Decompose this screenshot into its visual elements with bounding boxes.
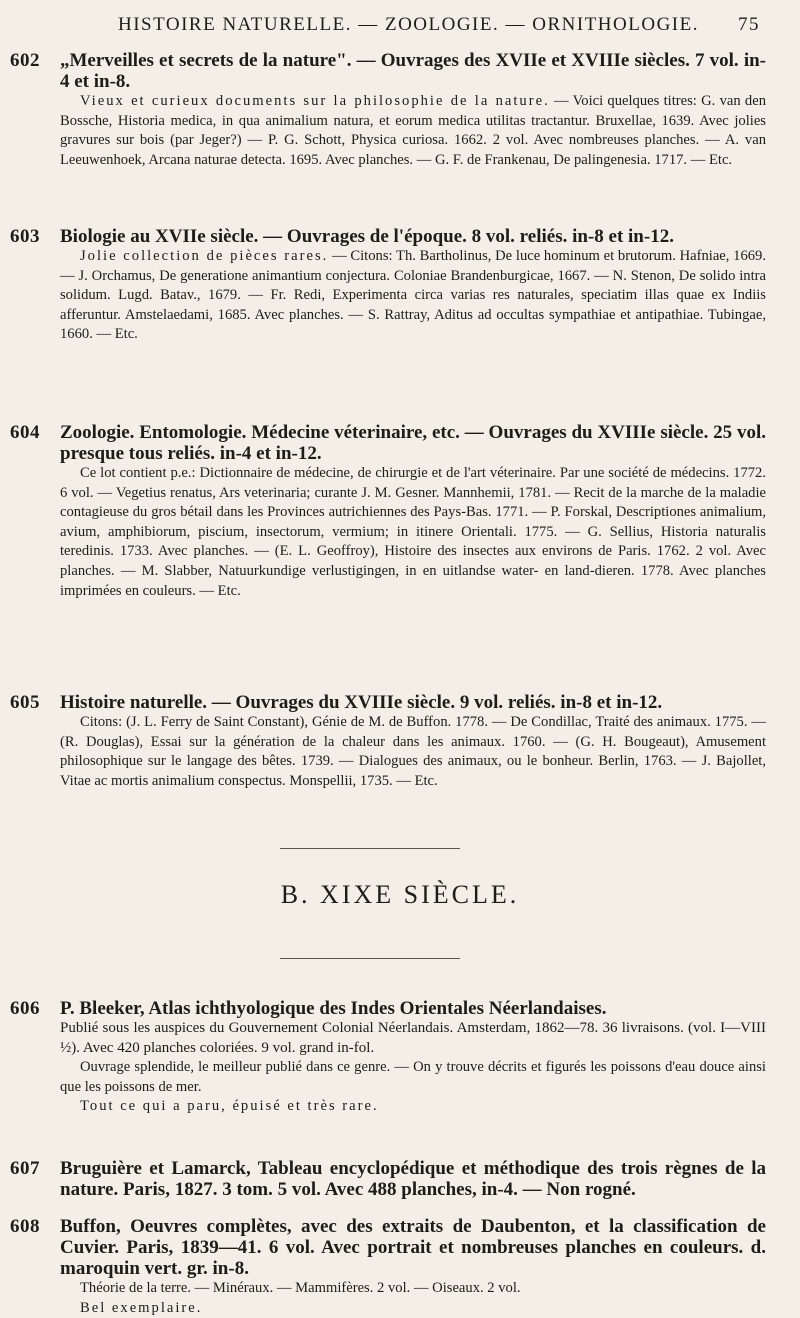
- running-header: [118, 8, 760, 42]
- section-divider-bottom: [280, 958, 460, 959]
- page-number: 75: [738, 14, 760, 35]
- lot-body: [60, 1216, 766, 1318]
- lot-body: [60, 50, 766, 170]
- lot-number: 604: [10, 422, 40, 443]
- lot-description: Citons: (J. L. Ferry de Saint Constant), Génie de M. de Buffon. 1778. — De Condillac, Traité des animaux. 1775. — (R. Douglas), Essai sur la génération de la chaleur dans les animaux. 1760. — (G. H. Bougeaut), Amusement philosophique sur le langage des bêtes. 1739. — Dialogues des animaux, ou le bonheur. Berlin, 1763. — J. Bajollet, Vitae ac mortis animalium conspectus. Monspellii, 1735. — Etc.: [60, 714, 766, 789]
- page-header-title: HISTOIRE NATURELLE. — ZOOLOGIE. — ORNITHOLOGIE.: [118, 14, 699, 35]
- lot-heading: Biologie au XVIIe siècle. — Ouvrages de l'époque. 8 vol. reliés. in-8 et in-12.: [60, 226, 674, 247]
- lot-body: [60, 226, 766, 345]
- lot-number: 608: [10, 1216, 40, 1237]
- lot-heading: „Merveilles et secrets de la nature". — Ouvrages des XVIIe et XVIIIe siècles. 7 vol. in-4 et in-8.: [60, 50, 766, 92]
- lot-description: Ce lot contient p.e.: Dictionnaire de médecine, de chirurgie et de l'art véterinaire. Par une société de médecins. 1772. 6 vol. — Vegetius renatus, Ars veterinaria; curante J. M. Gesner. Mannhemii, 1781. — Recit de la marche de la maladie contagieuse du gros bétail dans les Provinces autrichiennes des Pays-Bas. 1771. — P. Forskal, Descriptiones animalium, avium, amphibiorum, piscium, insectorum, vermium; in itinere Orientali. 1775. — G. Sellius, Historia naturalis teredinis. 1733. Avec planches. — (E. L. Geoffroy), Histoire des insectes aux environs de Paris. 1762. 2 vol. Avec planches. — M. Slabber, Natuurkundige verlustigingen, in en uitlandse water- en land-dieren. 1778. Avec planches imprimées en couleurs. — Etc.: [60, 465, 766, 599]
- lot-text: — Voici quelques titres: G. van den Bossche, Historia medica, in qua animalium natura, et eorum medica utilitas tractantur. Bruxellae, 1639. Avec jolies gravures sur bois (par Jeger?) — P. G. Schott, Physica curiosa. 1662. 2 vol. Avec nombreuses planches. — A. van Leeuwenhoek, Arcana naturae detecta. 1695. Avec planches. — G. F. de Frankenau, De palingenesia. 1717. — Etc.: [60, 93, 766, 168]
- lot-body: [60, 692, 766, 791]
- lot-text: — Citons: Th. Bartholinus, De luce hominum et brutorum. Hafniae, 1669. — J. Orchamus, De generatione animantium conjectura. Coloniae Brandenburgicae, 1667. — N. Stenon, De solido intra solidum. Lugd. Batav., 1679. — Fr. Redi, Experimenta circa varias res naturales, speciatim illas quae ex Indiis afferuntur. Amstelaedami, 1685. Avec planches. — S. Rattray, Aditus ad occultas sympathiae et antipathiae. Tubingae, 1660. — Etc.: [60, 248, 767, 343]
- lot-number: 607: [10, 1158, 40, 1179]
- lot-number: 606: [10, 998, 40, 1019]
- lot-description: [60, 247, 766, 345]
- lot-lead: Vieux et curieux documents sur la philosophie de la nature.: [80, 93, 550, 109]
- lot-number: 603: [10, 226, 40, 247]
- lot-number: 602: [10, 50, 40, 71]
- lot-description: Ouvrage splendide, le meilleur publié dans ce genre. — On y trouve décrits et figurés les poissons d'eau douce ainsi que les poissons de mer.: [60, 1059, 766, 1095]
- section-title: B. XIXE SIÈCLE.: [280, 880, 520, 909]
- lot-heading: Buffon, Oeuvres complètes, avec des extraits de Daubenton, et la classification de Cuvier. Paris, 1839—41. 6 vol. Avec portrait et nombreuses planches en couleurs. d. maroquin vert. gr. in-8.: [60, 1216, 766, 1279]
- lot-heading: P. Bleeker, Atlas ichthyologique des Indes Orientales Néerlandaises.: [60, 998, 607, 1019]
- lot-heading: Zoologie. Entomologie. Médecine véterinaire, etc. — Ouvrages du XVIIIe siècle. 25 vol. presque tous reliés. in-4 et in-12.: [60, 422, 766, 464]
- section-divider-top: [280, 848, 460, 849]
- lot-remark: Tout ce qui a paru, épuisé et très rare.: [80, 1098, 379, 1115]
- lot-description: Théorie de la terre. — Minéraux. — Mammifères. 2 vol. — Oiseaux. 2 vol.: [80, 1280, 521, 1296]
- lot-body: [60, 422, 766, 601]
- lot-lead: Jolie collection de pièces rares.: [80, 248, 329, 264]
- lot-body: [60, 1158, 766, 1200]
- lot-remark: Bel exemplaire.: [80, 1299, 203, 1316]
- lot-heading: Bruguière et Lamarck, Tableau encyclopédique et méthodique des trois règnes de la nature. Paris, 1827. 3 tom. 5 vol. Avec 488 planches, in-4. — Non rogné.: [60, 1158, 766, 1200]
- lot-description: [60, 92, 766, 170]
- lot-subheading: Publié sous les auspices du Gouvernement Colonial Néerlandais. Amsterdam, 1862—78. 36 livraisons. (vol. I—VIII ½). Avec 420 planches coloriées. 9 vol. grand in-fol.: [60, 1020, 766, 1056]
- lot-body: [60, 998, 766, 1117]
- lot-number: 605: [10, 692, 40, 713]
- lot-heading: Histoire naturelle. — Ouvrages du XVIIIe siècle. 9 vol. reliés. in-8 et in-12.: [60, 692, 663, 713]
